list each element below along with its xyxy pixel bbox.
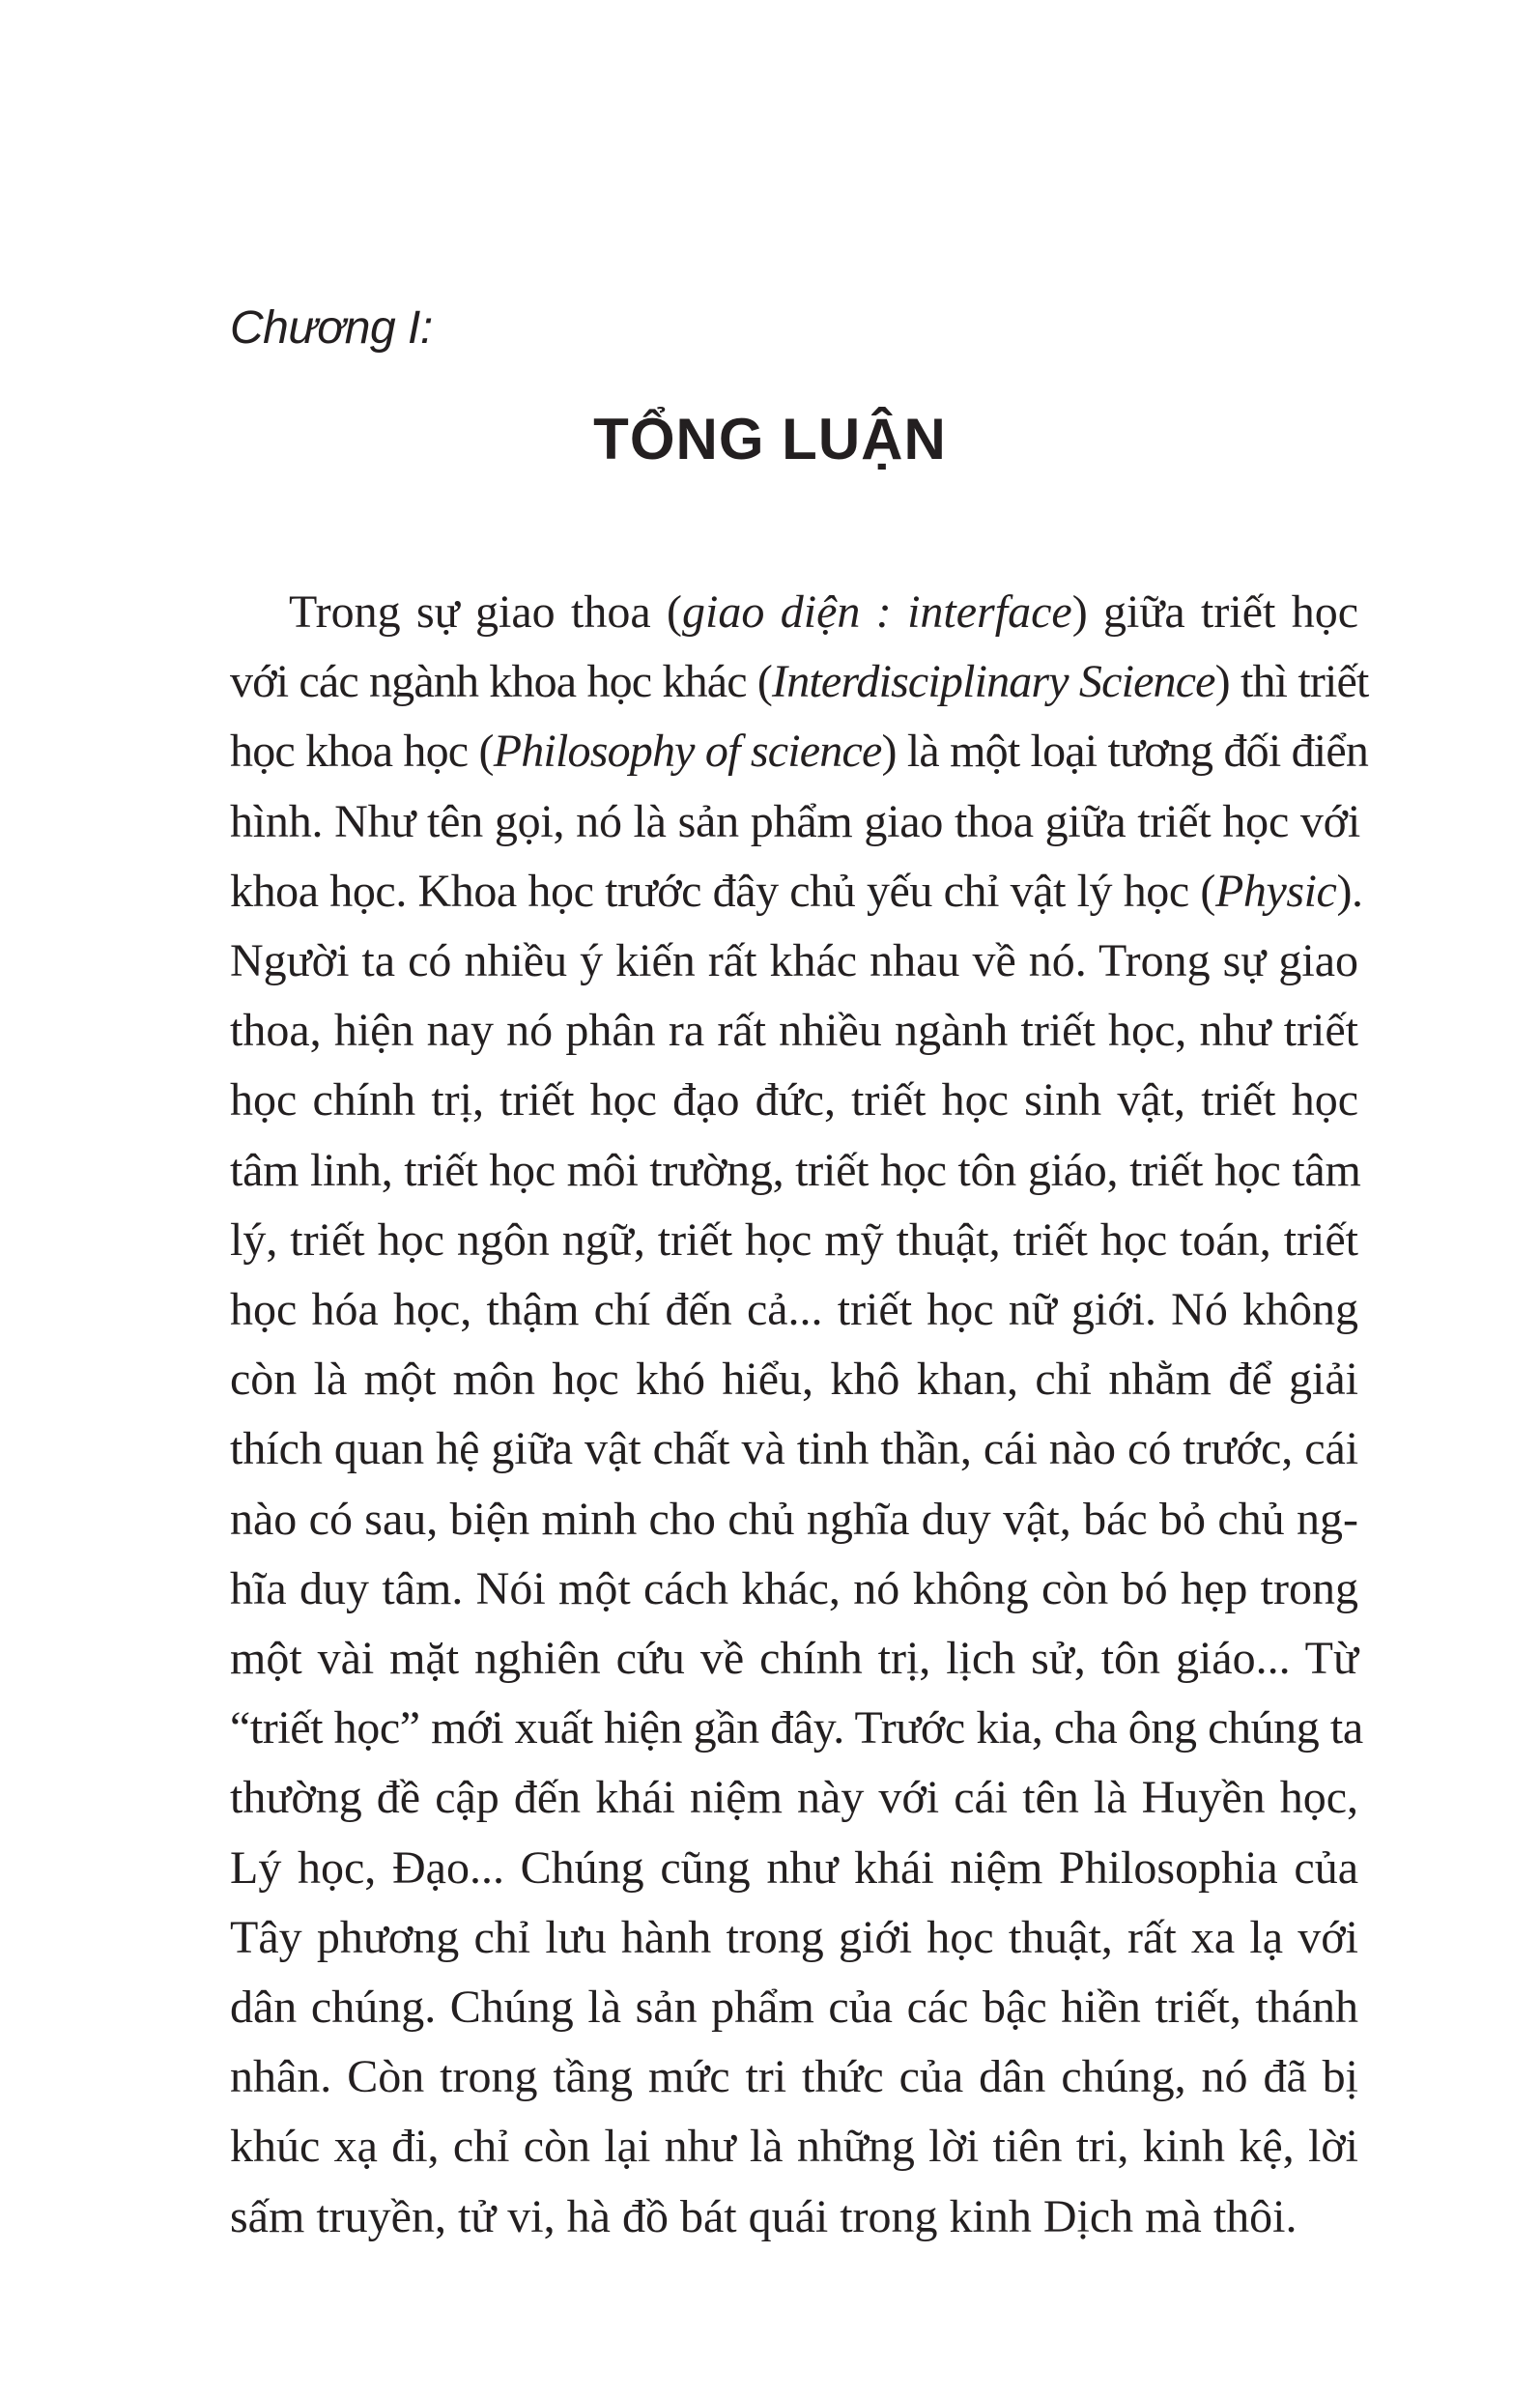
paragraph-line: “triết học” mới xuất hiện gần đây. Trước kia, cha ông chúng ta	[230, 1702, 1363, 1754]
body-paragraph	[230, 578, 1369, 2252]
paragraph-line: nhân. Còn trong tầng mức tri thức của dân chúng, nó đã bị	[230, 2051, 1358, 2103]
paragraph-line: Tây phương chỉ lưu hành trong giới học thuật, rất xa lạ với	[230, 1911, 1358, 1963]
paragraph-line: thường đề cập đến khái niệm này với cái tên là Huyền học,	[230, 1772, 1358, 1824]
paragraph-line: học khoa học (Philosophy of science) là một loại tương đối điển	[230, 726, 1369, 778]
italic-term: Physic	[1214, 865, 1337, 917]
paragraph-line: dân chúng. Chúng là sản phẩm của các bậc hiền triết, thánh	[230, 1982, 1358, 2034]
italic-term: Philosophy of science	[493, 726, 882, 778]
paragraph-line: Trong sự giao thoa (giao diện : interface) giữa triết học	[289, 586, 1359, 638]
paragraph-line: với các ngành khoa học khác (Interdisciplinary Science) thì triết	[230, 656, 1369, 708]
italic-term: Interdisciplinary Science	[772, 656, 1215, 708]
chapter-title: TỔNG LUẬN	[593, 407, 947, 471]
paragraph-line: hình. Như tên gọi, nó là sản phẩm giao thoa giữa triết học với	[230, 795, 1360, 847]
paragraph-line: hĩa duy tâm. Nói một cách khác, nó không còn bó hẹp trong	[230, 1562, 1358, 1614]
paragraph-line: học chính trị, triết học đạo đức, triết học sinh vật, triết học	[230, 1074, 1358, 1127]
paragraph-line: một vài mặt nghiên cứu về chính trị, lịch sử, tôn giáo... Từ	[230, 1633, 1358, 1685]
chapter-label: Chương I:	[230, 302, 433, 354]
paragraph-line: tâm linh, triết học môi trường, triết học tôn giáo, triết học tâm	[230, 1144, 1361, 1196]
paragraph-line: thích quan hệ giữa vật chất và tinh thần, cái nào có trước, cái	[230, 1423, 1359, 1475]
paragraph-line: khoa học. Khoa học trước đây chủ yếu chỉ vật lý học (Physic).	[230, 865, 1363, 917]
paragraph-line: còn là một môn học khó hiểu, khô khan, chỉ nhằm để giải	[230, 1354, 1358, 1406]
italic-term: giao diện : interface	[682, 586, 1072, 638]
paragraph-line: khúc xạ đi, chỉ còn lại như là những lời tiên tri, kinh kệ, lời	[230, 2121, 1358, 2173]
paragraph-line: sấm truyền, tử vi, hà đồ bát quái trong kinh Dịch mà thôi.	[230, 2190, 1298, 2242]
paragraph-line: nào có sau, biện minh cho chủ nghĩa duy vật, bác bỏ chủ ng-	[230, 1493, 1358, 1545]
paragraph-line: Người ta có nhiều ý kiến rất khác nhau về nó. Trong sự giao	[230, 935, 1358, 987]
paragraph-line: thoa, hiện nay nó phân ra rất nhiều ngành triết học, như triết	[230, 1005, 1358, 1057]
paragraph-line: học hóa học, thậm chí đến cả... triết học nữ giới. Nó không	[230, 1284, 1358, 1336]
paragraph-line: Lý học, Đạo... Chúng cũng như khái niệm Philosophia của	[230, 1841, 1358, 1894]
paragraph-line: lý, triết học ngôn ngữ, triết học mỹ thuật, triết học toán, triết	[230, 1213, 1358, 1266]
